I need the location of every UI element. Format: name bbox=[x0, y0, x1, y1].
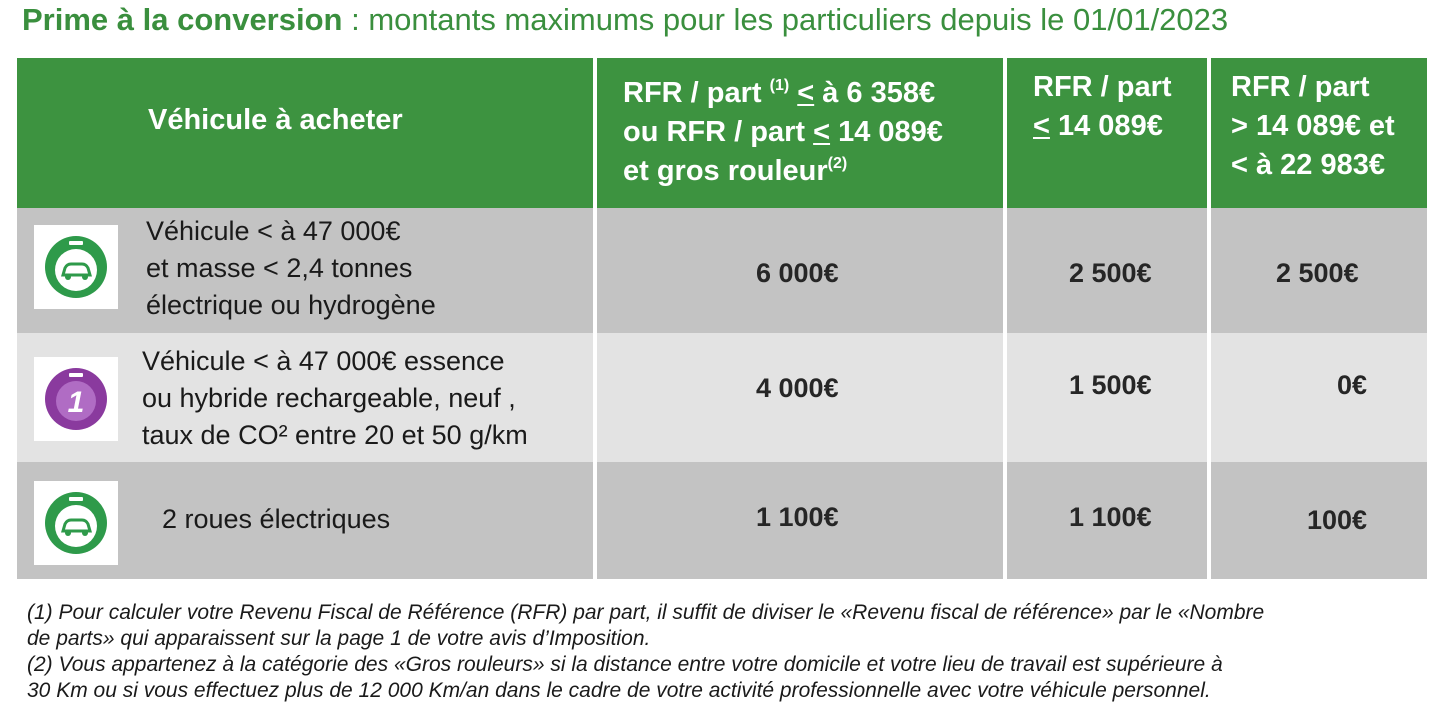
header-rfr-low: RFR / part $^{(1)}$ < à 6 358€ ou RFR / part < 14 089€ et gros rouleur$^{(2)}$ bbox=[597, 58, 1003, 208]
amount-cell bbox=[597, 208, 1003, 333]
amount-value: 100€ bbox=[1307, 505, 1368, 535]
table-row bbox=[17, 333, 1427, 462]
amount-cell bbox=[1211, 462, 1427, 579]
vehicle-cell bbox=[17, 333, 593, 462]
header-rfr-high: RFR / part > 14 089€ et < à 22 983€ bbox=[1211, 58, 1427, 208]
page-title bbox=[22, 2, 1228, 38]
footnote-line: 30 Km ou si vous effectuez plus de 12 000 Km/an dans le cadre de votre activité professionnelle avec votre véhicule personnel. bbox=[27, 679, 1211, 702]
amount-value: 6 000€ bbox=[756, 258, 839, 288]
vehicle-description: 2 roues électriques bbox=[162, 504, 391, 534]
vehicle-description: Véhicule < à 47 000€ essence ou hybride rechargeable, neuf , taux de CO² entre 20 et 50 g/km bbox=[142, 346, 528, 450]
footnote-line: (1) Pour calculer votre Revenu Fiscal de Référence (RFR) par part, il suffit de diviser le «Revenu fiscal de référence» par le «Nombre bbox=[27, 601, 1265, 624]
amount-value: 0€ bbox=[1337, 370, 1368, 400]
vehicle-description: Véhicule < à 47 000€ et masse < 2,4 tonnes électrique ou hydrogène bbox=[146, 216, 436, 320]
footnote-line: de parts» qui apparaissent sur la page 1 de votre avis d’Imposition. bbox=[27, 627, 651, 650]
title-bold: Prime à la conversion bbox=[22, 2, 343, 37]
amount-value: 4 000€ bbox=[756, 373, 839, 403]
table-row bbox=[17, 208, 1427, 333]
amount-cell bbox=[597, 333, 1003, 462]
amount-value: 1 100€ bbox=[756, 502, 839, 532]
header-vehicle bbox=[17, 58, 593, 208]
amount-value: 2 500€ bbox=[1069, 258, 1152, 288]
crit-air-electric-icon bbox=[34, 225, 118, 309]
table-row bbox=[17, 462, 1427, 579]
crit-air-1-icon bbox=[34, 357, 118, 441]
amount-cell bbox=[1007, 462, 1207, 579]
amount-value: 1 100€ bbox=[1069, 502, 1152, 532]
amount-cell bbox=[1007, 208, 1207, 333]
amount-cell bbox=[597, 462, 1003, 579]
header-rfr-mid: RFR / part < 14 089€ bbox=[1007, 58, 1207, 208]
footnote-line: (2) Vous appartenez à la catégorie des «Gros rouleurs» si la distance entre votre domicile et votre lieu de travail est supérieure à bbox=[27, 653, 1223, 676]
amount-cell bbox=[1007, 333, 1207, 462]
amount-value: 1 500€ bbox=[1069, 370, 1152, 400]
amount-cell bbox=[1211, 333, 1427, 462]
amount-value: 2 500€ bbox=[1276, 258, 1359, 288]
vehicle-cell bbox=[17, 462, 593, 579]
amount-cell bbox=[1211, 208, 1427, 333]
title-rest: : montants maximums pour les particuliers depuis le 01/01/2023 bbox=[342, 2, 1229, 37]
footnotes bbox=[27, 600, 1264, 704]
vehicle-cell bbox=[17, 208, 593, 333]
header-vehicle-label: Véhicule à acheter bbox=[148, 104, 403, 136]
crit-air-badge-number: 1 bbox=[67, 386, 85, 419]
prime-table bbox=[17, 58, 1427, 579]
crit-air-electric-icon bbox=[34, 481, 118, 565]
